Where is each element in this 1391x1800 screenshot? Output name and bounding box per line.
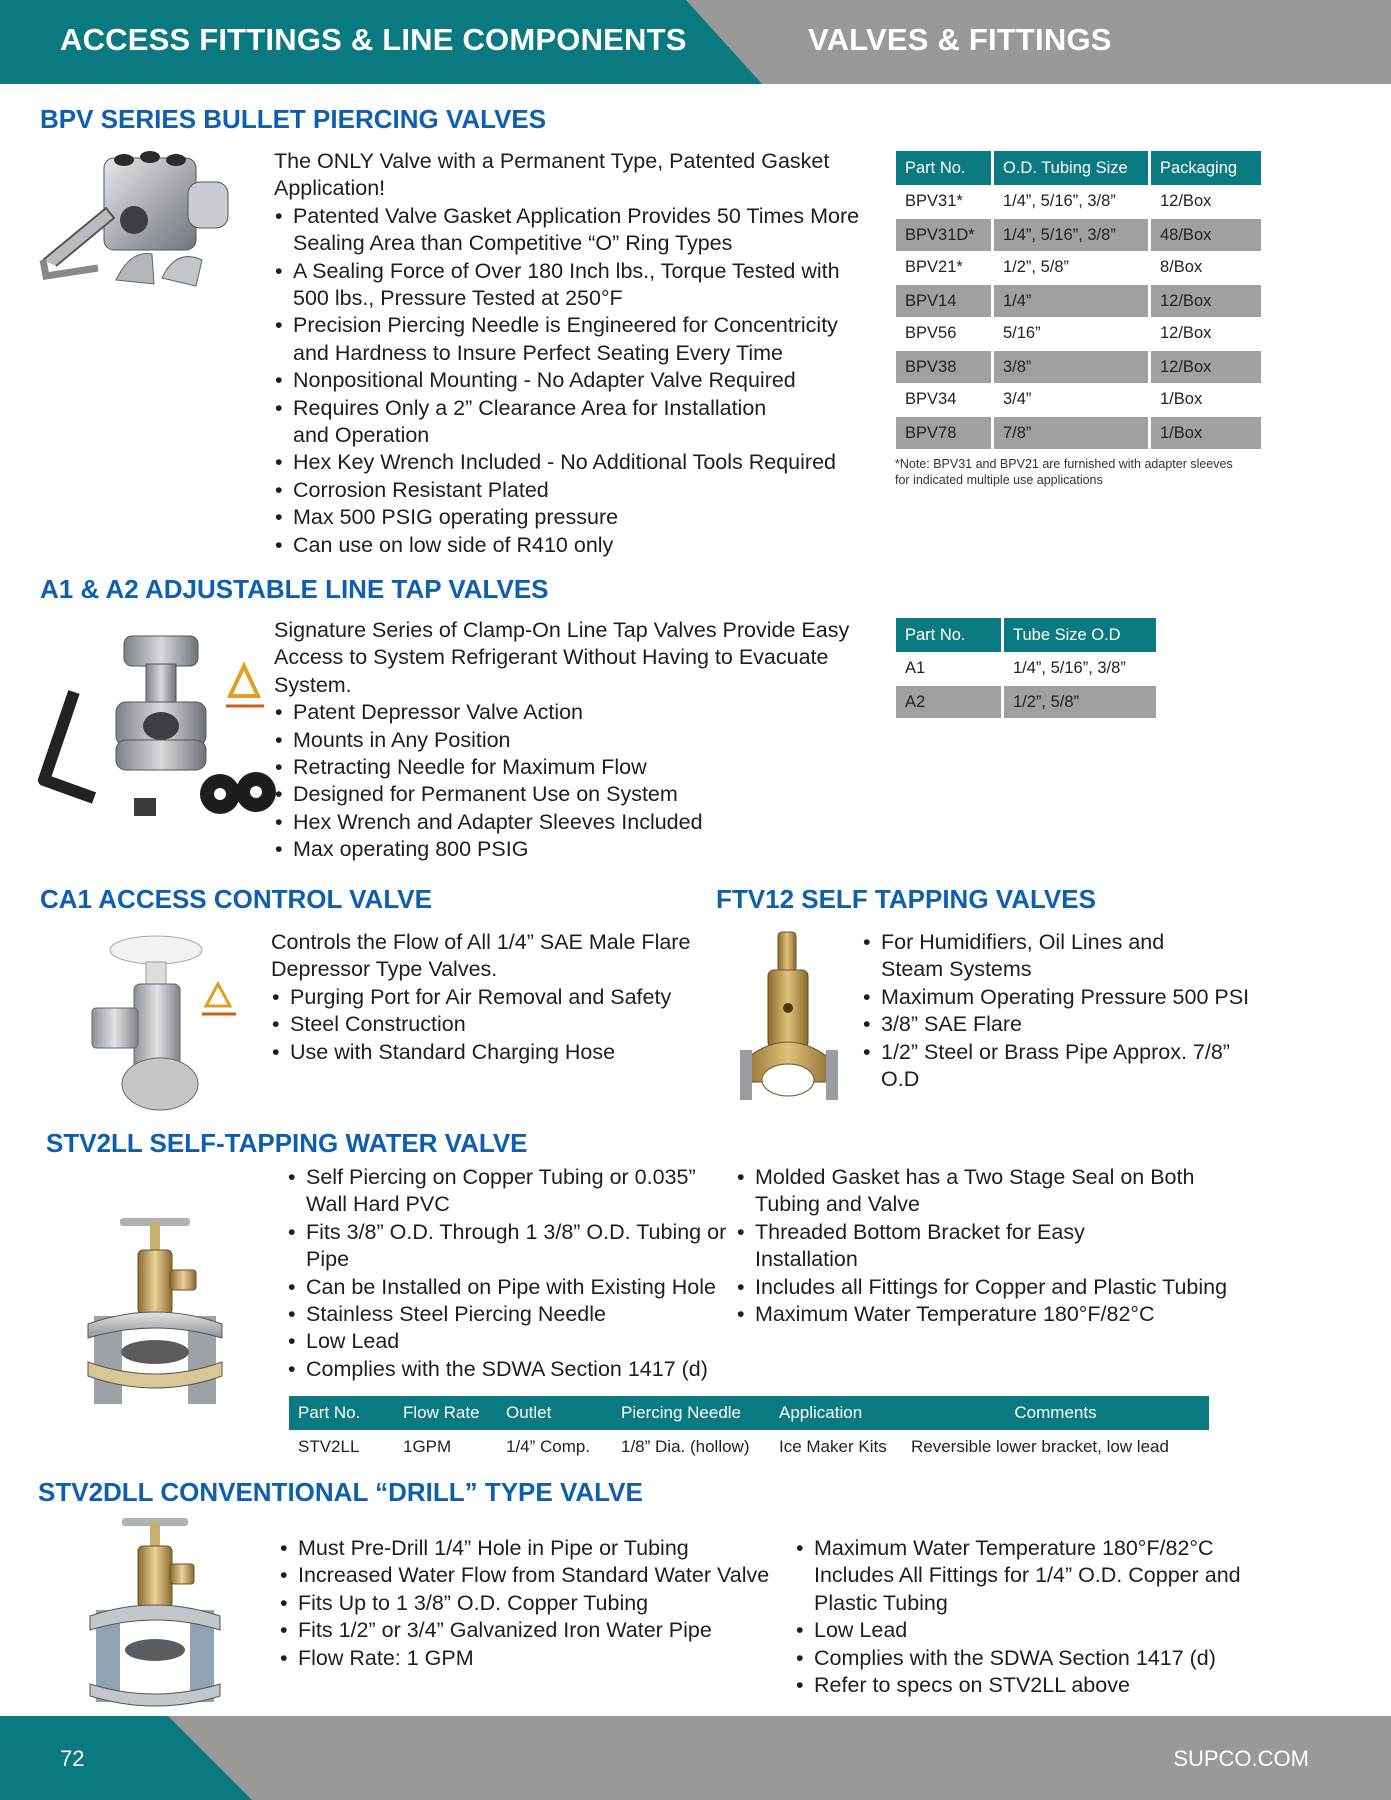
list-item: • 3/8” SAE Flare [862,1011,1272,1038]
list-item: • Patented Valve Gasket Application Provides 50 Times More Sealing Area than Competitive “O” Ring Types [274,203,874,258]
a1a2-section-title: A1 & A2 ADJUSTABLE LINE TAP VALVES [40,574,549,604]
table-cell: BPV56 [896,317,991,350]
list-item: • Low Lead [795,1617,1295,1644]
ca1-description [271,929,691,1066]
list-item: • Hex Wrench and Adapter Sleeves Included [274,809,874,836]
stv2dll-description-left [279,1535,799,1672]
table-row [896,185,1261,218]
table-row [896,685,1156,718]
table-cell: A2 [896,685,1001,718]
ftv12-description [862,929,1272,1093]
table-cell: 1/Box [1151,383,1261,416]
list-item: • Max operating 800 PSIG [274,836,874,863]
column-header: Packaging [1151,151,1261,185]
list-item: • Designed for Permanent Use on System [274,781,874,808]
list-item: • Fits 3/8” O.D. Through 1 3/8” O.D. Tubing or Pipe [287,1219,737,1274]
list-item: • Includes all Fittings for Copper and Plastic Tubing [736,1274,1256,1301]
a1a2-description [274,617,874,864]
list-item: • Maximum Operating Pressure 500 PSI [862,984,1272,1011]
list-item: • Precision Piercing Needle is Engineered for Concentricity and Hardness to Insure Perfect Seating Every Time [274,312,874,367]
stv2dll-section-title: STV2DLL CONVENTIONAL “DRILL” TYPE VALVE [38,1477,643,1507]
ftv12-section-title: FTV12 SELF TAPPING VALVES [716,884,1096,914]
a1a2-feature-list [274,699,874,863]
list-item: • Complies with the SDWA Section 1417 (d) [795,1645,1295,1672]
list-item: • Patent Depressor Valve Action [274,699,874,726]
note-line: *Note: BPV31 and BPV21 are furnished with adapter sleeves [895,457,1233,471]
stv2ll-feature-list-left [287,1164,747,1383]
column-header: O.D. Tubing Size [994,151,1148,185]
table-cell: Ice Maker Kits [779,1436,887,1456]
list-item: • Low Lead [287,1328,747,1355]
table-row [896,317,1261,350]
stv2ll-section-title: STV2LL SELF-TAPPING WATER VALVE [46,1128,528,1158]
note-line: for indicated multiple use applications [895,473,1103,487]
list-item: • Requires Only a 2” Clearance Area for Installation and Operation [274,395,794,450]
column-header: Part No. [289,1396,394,1430]
header-left-title: ACCESS FITTINGS & LINE COMPONENTS [60,22,687,57]
bpv-intro: The ONLY Valve with a Permanent Type, Patented Gasket Application! [274,149,830,201]
list-item: • Max 500 PSIG operating pressure [274,504,874,531]
stv2ll-feature-list-right [736,1164,1256,1328]
table-cell: 12/Box [1151,185,1261,218]
ca1-valve-photo [84,934,270,1114]
list-item: • Can be Installed on Pipe with Existing Hole [287,1274,747,1301]
list-item: • Can use on low side of R410 only [274,532,874,559]
stv2ll-valve-photo [84,1212,230,1408]
column-header: Part No. [896,151,991,185]
a1a2-intro: Signature Series of Clamp-On Line Tap Valves Provide Easy Access to System Refrigerant Without Having to Evacuate System. [274,618,850,697]
list-item: • Maximum Water Temperature 180°F/82°C [736,1301,1256,1328]
ca1-section-title: CA1 ACCESS CONTROL VALVE [40,884,432,914]
table-cell: 1/2”, 5/8” [1004,685,1156,718]
table-cell: 1/4” Comp. [506,1436,591,1456]
column-header: Tube Size O.D [1004,618,1156,652]
list-item: • Complies with the SDWA Section 1417 (d) [287,1356,747,1383]
table-row [896,251,1261,284]
table-cell: 8/Box [1151,251,1261,284]
table-header-row [896,151,1261,185]
list-item: • Maximum Water Temperature 180°F/82°C Includes All Fittings for 1/4” O.D. Copper and Plastic Tubing [795,1535,1280,1617]
list-item: • Steel Construction [271,1011,691,1038]
table-cell: BPV14 [896,284,991,317]
table-cell: 12/Box [1151,284,1261,317]
table-row [896,284,1261,317]
table-cell: Reversible lower bracket, low lead [911,1436,1169,1456]
table-cell: 1/4”, 5/16”, 3/8” [994,185,1148,218]
list-item: • A Sealing Force of Over 180 Inch lbs., Torque Tested with 500 lbs., Pressure Tested at 250°F [274,258,874,313]
column-header: Piercing Needle [612,1396,770,1430]
table-cell: A1 [896,652,1001,685]
list-item: • Increased Water Flow from Standard Water Valve [279,1562,799,1589]
a1a2-valve-photo [34,630,278,826]
stv2ll-description-right [736,1164,1256,1328]
page-footer [0,1716,1391,1800]
bpv-spec-table [893,151,1264,449]
column-header: Outlet [497,1396,612,1430]
table-cell: 12/Box [1151,350,1261,383]
bpv-table-note [895,456,1275,488]
ftv12-feature-list [862,929,1272,1093]
list-item: • Fits Up to 1 3/8” O.D. Copper Tubing [279,1590,799,1617]
table-cell: STV2LL [298,1436,360,1456]
ca1-feature-list [271,984,691,1066]
table-row [896,416,1261,449]
list-item: • 1/2” Steel or Brass Pipe Approx. 7/8” O.D [862,1039,1252,1094]
website-link[interactable]: SUPCO.COM [1173,1746,1309,1771]
column-header: Comments [902,1396,1209,1430]
table-row [896,350,1261,383]
bpv-section-title: BPV SERIES BULLET PIERCING VALVES [40,104,547,134]
column-header: Application [770,1396,902,1430]
table-cell: 5/16” [994,317,1148,350]
list-item: • Molded Gasket has a Two Stage Seal on Both Tubing and Valve [736,1164,1216,1219]
page-header [0,0,1391,84]
list-item: • Corrosion Resistant Plated [274,477,874,504]
list-item: • Threaded Bottom Bracket for Easy Installation [736,1219,1106,1274]
footer-teal-band [0,1716,252,1800]
table-cell: 12/Box [1151,317,1261,350]
list-item: • Retracting Needle for Maximum Flow [274,754,874,781]
bpv-valve-photo [38,148,260,314]
list-item: • Fits 1/2” or 3/4” Galvanized Iron Water Pipe [279,1617,799,1644]
table-cell: BPV78 [896,416,991,449]
ca1-intro: Controls the Flow of All 1/4” SAE Male Flare Depressor Type Valves. [271,930,691,982]
table-row [896,383,1261,416]
table-cell: 3/8” [994,350,1148,383]
table-cell: 7/8” [994,416,1148,449]
column-header: Part No. [896,618,1001,652]
page-number: 72 [60,1746,85,1771]
table-cell: 1/Box [1151,416,1261,449]
stv2dll-description-right [795,1535,1295,1699]
table-cell: 1/2”, 5/8” [994,251,1148,284]
table-cell: 1/4”, 5/16”, 3/8” [994,218,1148,251]
a1a2-spec-table [893,618,1159,718]
table-header-row [289,1396,1209,1430]
bpv-feature-list [274,203,874,559]
stv2dll-feature-list-left [279,1535,799,1672]
table-row [289,1430,1209,1463]
bpv-description [274,148,874,559]
list-item: • Hex Key Wrench Included - No Additional Tools Required [274,449,874,476]
stv2ll-spec-table [289,1396,1209,1463]
table-row [896,218,1261,251]
list-item: • Flow Rate: 1 GPM [279,1645,799,1672]
list-item: • Purging Port for Air Removal and Safety [271,984,691,1011]
list-item: • Self Piercing on Copper Tubing or 0.035” Wall Hard PVC [287,1164,727,1219]
table-cell: BPV31* [896,185,991,218]
table-header-row [896,618,1156,652]
list-item: • Refer to specs on STV2LL above [795,1672,1295,1699]
list-item: • Use with Standard Charging Hose [271,1039,691,1066]
table-cell: 3/4” [994,383,1148,416]
list-item: • Stainless Steel Piercing Needle [287,1301,747,1328]
list-item: • Nonpositional Mounting - No Adapter Valve Required [274,367,874,394]
table-cell: BPV38 [896,350,991,383]
table-cell: 1/4” [994,284,1148,317]
stv2ll-description-left [287,1164,747,1383]
table-cell: 1/8” Dia. (hollow) [621,1436,750,1456]
stv2dll-feature-list-right [795,1535,1295,1699]
table-cell: 1GPM [403,1436,452,1456]
stv2dll-valve-photo [86,1512,224,1708]
list-item: • Must Pre-Drill 1/4” Hole in Pipe or Tubing [279,1535,799,1562]
ftv12-valve-photo [734,930,844,1108]
table-row [896,652,1156,685]
table-cell: BPV34 [896,383,991,416]
table-cell: BPV31D* [896,218,991,251]
column-header: Flow Rate [394,1396,497,1430]
list-item: • Mounts in Any Position [274,727,874,754]
table-cell: 48/Box [1151,218,1261,251]
header-right-title: VALVES & FITTINGS [808,22,1112,57]
table-cell: 1/4”, 5/16”, 3/8” [1004,652,1156,685]
table-cell: BPV21* [896,251,991,284]
list-item: • For Humidifiers, Oil Lines and Steam Systems [862,929,1202,984]
